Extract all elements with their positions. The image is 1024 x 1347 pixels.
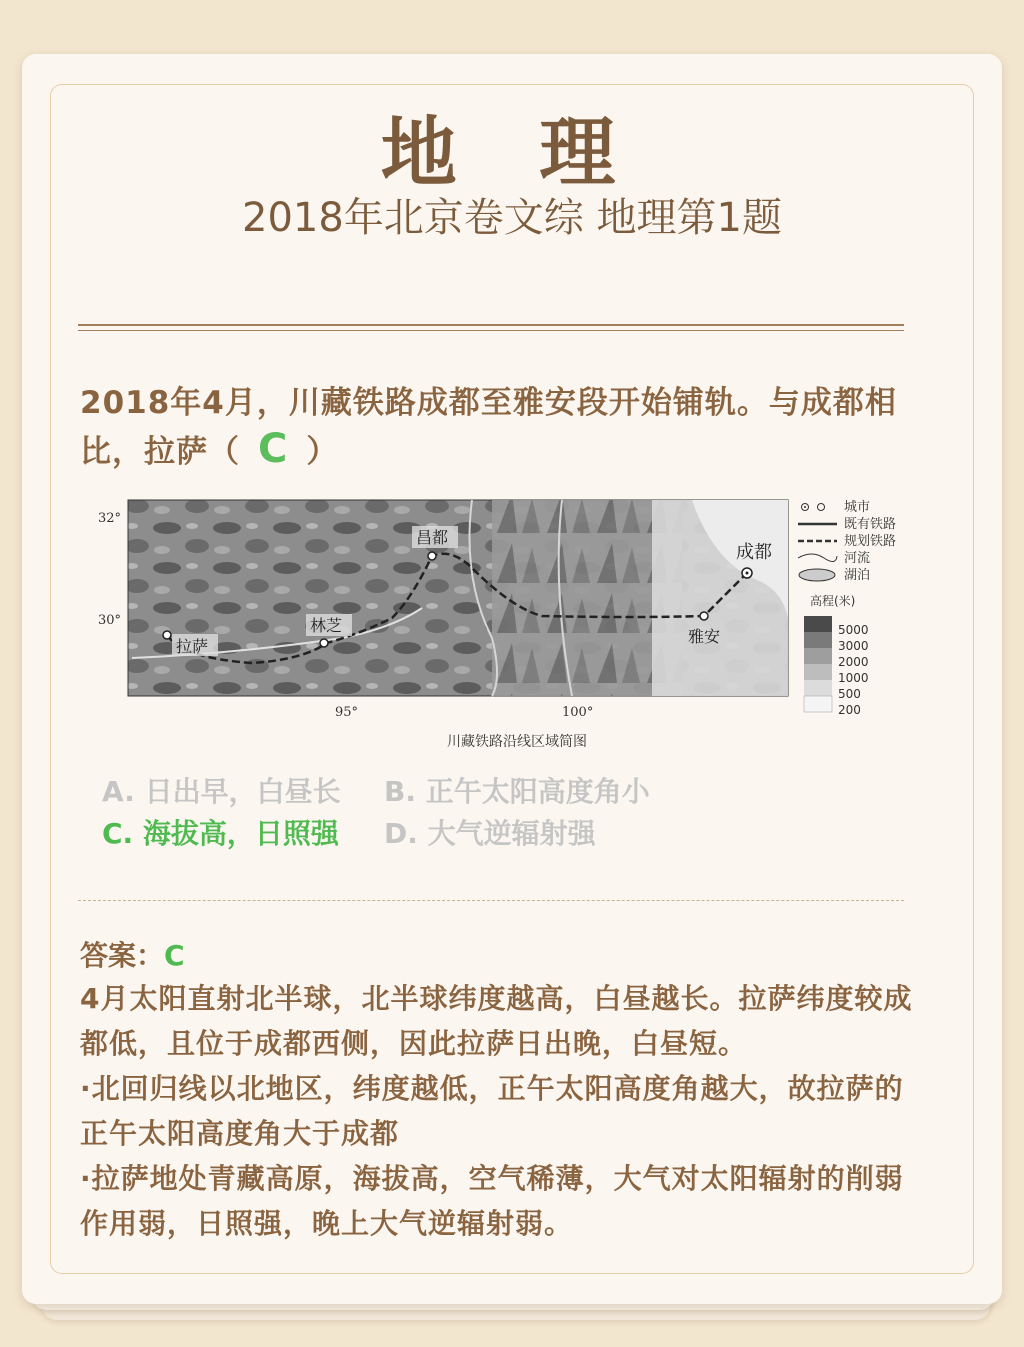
lon-label-100: 100° bbox=[562, 705, 594, 720]
answer-label bbox=[80, 934, 185, 974]
lon-label-95: 95° bbox=[335, 705, 359, 720]
option-c-correct[interactable]: C. 海拔高，日照强 bbox=[102, 817, 339, 850]
explanation-p3: ·拉萨地处青藏高原，海拔高，空气稀薄，大气对太阳辐射的削弱作用弱，日照强，晚上大气逆辐射弱。 bbox=[80, 1162, 904, 1240]
lat-label-32: 32° bbox=[98, 511, 122, 526]
svg-text:雅安: 雅安 bbox=[688, 627, 721, 646]
explanation-p2: ·北回归线以北地区，纬度越低，正午太阳高度角越大，故拉萨的正午太阳高度角大于成都 bbox=[80, 1072, 904, 1150]
question-stem: 2018年4月，川藏铁路成都至雅安段开始铺轨。与成都相比，拉萨（ bbox=[80, 385, 897, 470]
legend-elev-5000: 5000 bbox=[838, 623, 869, 637]
question-answer-fill: C bbox=[258, 426, 289, 472]
answer-divider bbox=[78, 900, 904, 901]
option-b[interactable]: B. 正午太阳高度角小 bbox=[384, 775, 650, 808]
map-legend bbox=[798, 500, 896, 717]
page-title: 地 理 bbox=[380, 108, 644, 197]
legend-elev-title: 高程(米) bbox=[810, 594, 856, 608]
answer-label-text: 答案： bbox=[80, 939, 165, 972]
option-d[interactable]: D. 大气逆辐射强 bbox=[384, 817, 596, 850]
map-caption: 川藏铁路沿线区域简图 bbox=[447, 734, 587, 750]
legend-lake: 湖泊 bbox=[844, 568, 871, 583]
title-rule-top bbox=[78, 324, 904, 326]
legend-river: 河流 bbox=[844, 551, 871, 566]
svg-text:拉萨: 拉萨 bbox=[176, 637, 209, 656]
question-close: ） bbox=[306, 434, 339, 470]
lat-label-30: 30° bbox=[98, 613, 122, 628]
svg-text:成都: 成都 bbox=[736, 542, 772, 563]
explanation-p1: 4月太阳直射北半球，北半球纬度越高，白昼越长。拉萨纬度较成都低，且位于成都西侧，因此拉萨日出晚，白昼短。 bbox=[80, 982, 913, 1060]
svg-text:林芝: 林芝 bbox=[310, 616, 343, 635]
answer-value: C bbox=[164, 939, 185, 972]
legend-elev-200: 200 bbox=[838, 703, 861, 717]
legend-elev-3000: 3000 bbox=[838, 639, 869, 653]
railway-map bbox=[92, 438, 922, 753]
svg-text:昌都: 昌都 bbox=[416, 528, 449, 547]
legend-elev-500: 500 bbox=[838, 687, 861, 701]
legend-existing-rail: 既有铁路 bbox=[844, 517, 897, 532]
legend-planned-rail: 规划铁路 bbox=[844, 534, 897, 549]
option-a[interactable]: A. 日出早，白昼长 bbox=[102, 775, 341, 808]
legend-city: 城市 bbox=[844, 500, 871, 515]
legend-elev-2000: 2000 bbox=[838, 655, 869, 669]
page-subtitle: 2018年北京卷文综 地理第1题 bbox=[242, 195, 782, 241]
legend-elev-1000: 1000 bbox=[838, 671, 869, 685]
title-rule-bottom bbox=[78, 330, 904, 331]
